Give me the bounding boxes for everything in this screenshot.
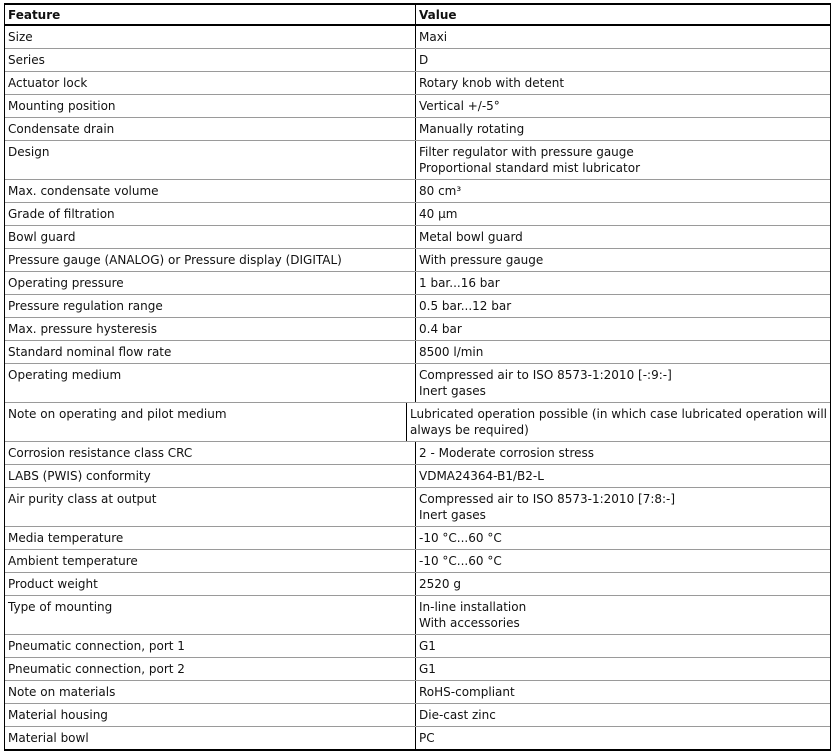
value-line: Filter regulator with pressure gauge	[419, 145, 634, 159]
value-line: Compressed air to ISO 8573-1:2010 [-:9:-]	[419, 368, 672, 382]
feature-cell: Series	[5, 49, 416, 71]
value-cell	[416, 295, 830, 317]
value-line: Die-cast zinc	[419, 708, 496, 722]
table-row	[5, 203, 830, 226]
feature-cell: Condensate drain	[5, 118, 416, 140]
feature-cell: Actuator lock	[5, 72, 416, 94]
value-cell	[416, 95, 830, 117]
feature-cell: Operating medium	[5, 364, 416, 402]
table-row	[5, 272, 830, 295]
header-feature: Feature	[5, 5, 416, 24]
table-row	[5, 49, 830, 72]
value-cell	[416, 249, 830, 271]
table-row	[5, 704, 830, 727]
table-row	[5, 403, 830, 442]
feature-cell: Corrosion resistance class CRC	[5, 442, 416, 464]
value-cell	[416, 272, 830, 294]
table-row	[5, 573, 830, 596]
feature-cell: Grade of filtration	[5, 203, 416, 225]
value-cell	[416, 658, 830, 680]
table-row	[5, 364, 830, 403]
table-body	[5, 26, 830, 749]
value-cell	[416, 141, 830, 179]
feature-cell: Media temperature	[5, 527, 416, 549]
table-row	[5, 118, 830, 141]
feature-cell: Size	[5, 26, 416, 48]
value-cell	[416, 704, 830, 726]
value-line: 1 bar...16 bar	[419, 276, 500, 290]
value-line: 2520 g	[419, 577, 461, 591]
value-cell	[416, 26, 830, 48]
feature-cell: Operating pressure	[5, 272, 416, 294]
table-row	[5, 442, 830, 465]
feature-cell: Max. condensate volume	[5, 180, 416, 202]
table-row	[5, 727, 830, 749]
value-line: Proportional standard mist lubricator	[419, 161, 641, 175]
value-cell	[416, 681, 830, 703]
table-row	[5, 550, 830, 573]
table-row	[5, 465, 830, 488]
feature-cell: Air purity class at output	[5, 488, 416, 526]
value-line: Lubricated operation possible (in which case lubricated operation will	[410, 407, 827, 421]
feature-cell: Bowl guard	[5, 226, 416, 248]
feature-cell: Pressure regulation range	[5, 295, 416, 317]
value-line: VDMA24364-B1/B2-L	[419, 469, 544, 483]
table-row	[5, 72, 830, 95]
value-line: 80 cm³	[419, 184, 462, 198]
value-line: 0.4 bar	[419, 322, 462, 336]
table-row	[5, 180, 830, 203]
feature-cell: Max. pressure hysteresis	[5, 318, 416, 340]
value-line: Metal bowl guard	[419, 230, 523, 244]
value-cell	[416, 72, 830, 94]
feature-cell: Note on operating and pilot medium	[5, 403, 407, 441]
spec-table	[4, 3, 831, 751]
value-line: In-line installation	[419, 600, 527, 614]
feature-cell: Material bowl	[5, 727, 416, 749]
feature-cell: Pneumatic connection, port 2	[5, 658, 416, 680]
value-line: -10 °C...60 °C	[419, 531, 502, 545]
value-line: With accessories	[419, 616, 520, 630]
value-cell	[407, 403, 830, 441]
feature-cell: Standard nominal flow rate	[5, 341, 416, 363]
feature-cell: Material housing	[5, 704, 416, 726]
value-line: 2 - Moderate corrosion stress	[419, 446, 595, 460]
value-line: RoHS-compliant	[419, 685, 515, 699]
table-row	[5, 226, 830, 249]
feature-cell: Mounting position	[5, 95, 416, 117]
feature-cell: Note on materials	[5, 681, 416, 703]
table-row	[5, 318, 830, 341]
table-header-row	[5, 5, 830, 26]
value-cell	[416, 550, 830, 572]
value-line: With pressure gauge	[419, 253, 544, 267]
value-cell	[416, 318, 830, 340]
value-line: Compressed air to ISO 8573-1:2010 [7:8:-]	[419, 492, 676, 506]
value-cell	[416, 465, 830, 487]
value-line: G1	[419, 662, 436, 676]
value-line: -10 °C...60 °C	[419, 554, 502, 568]
table-row	[5, 635, 830, 658]
feature-cell: Pressure gauge (ANALOG) or Pressure display (DIGITAL)	[5, 249, 416, 271]
value-line: 40 µm	[419, 207, 458, 221]
table-row	[5, 295, 830, 318]
value-cell	[416, 118, 830, 140]
value-line: Inert gases	[419, 508, 486, 522]
table-row	[5, 527, 830, 550]
value-line: Maxi	[419, 30, 448, 44]
table-row	[5, 658, 830, 681]
value-cell	[416, 727, 830, 749]
table-row	[5, 341, 830, 364]
feature-cell: Design	[5, 141, 416, 179]
value-line: Rotary knob with detent	[419, 76, 565, 90]
value-line: always be required)	[410, 423, 529, 437]
value-cell	[416, 488, 830, 526]
value-line: Manually rotating	[419, 122, 525, 136]
feature-cell: Type of mounting	[5, 596, 416, 634]
value-line: Vertical +/-5°	[419, 99, 500, 113]
table-row	[5, 249, 830, 272]
feature-cell: Product weight	[5, 573, 416, 595]
table-row	[5, 488, 830, 527]
value-cell	[416, 203, 830, 225]
value-cell	[416, 442, 830, 464]
value-line: D	[419, 53, 429, 67]
value-line: Inert gases	[419, 384, 486, 398]
table-row	[5, 95, 830, 118]
table-row	[5, 26, 830, 49]
table-row	[5, 681, 830, 704]
value-cell	[416, 49, 830, 71]
value-line: PC	[419, 731, 435, 745]
value-cell	[416, 364, 830, 402]
feature-cell: Ambient temperature	[5, 550, 416, 572]
value-cell	[416, 341, 830, 363]
table-row	[5, 141, 830, 180]
value-cell	[416, 573, 830, 595]
feature-cell: LABS (PWIS) conformity	[5, 465, 416, 487]
value-line: 0.5 bar...12 bar	[419, 299, 512, 313]
value-cell	[416, 226, 830, 248]
value-cell	[416, 635, 830, 657]
table-row	[5, 596, 830, 635]
header-value: Value	[419, 8, 457, 22]
value-cell	[416, 596, 830, 634]
feature-cell: Pneumatic connection, port 1	[5, 635, 416, 657]
value-line: 8500 l/min	[419, 345, 484, 359]
value-line: G1	[419, 639, 436, 653]
value-cell	[416, 180, 830, 202]
value-cell	[416, 527, 830, 549]
